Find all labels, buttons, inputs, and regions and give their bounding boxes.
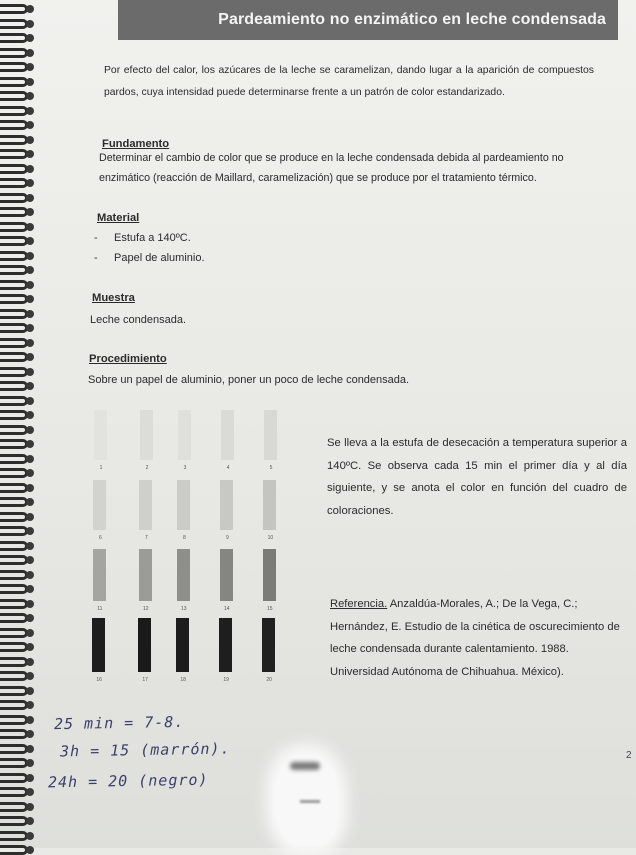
spiral-hole	[26, 484, 34, 492]
page-number: 2	[626, 750, 632, 761]
spiral-hole	[26, 266, 34, 274]
spiral-coil	[0, 816, 28, 826]
spiral-coil	[0, 512, 28, 522]
spiral-hole	[26, 730, 34, 738]
spiral-coil	[0, 526, 28, 536]
spiral-coil	[0, 77, 28, 87]
color-swatch	[93, 480, 106, 530]
list-item	[94, 228, 205, 248]
spiral-coil	[0, 831, 28, 841]
list-item	[94, 248, 205, 268]
spiral-hole	[26, 846, 34, 854]
color-swatch	[139, 549, 152, 601]
spiral-coil	[0, 135, 28, 145]
color-chart	[80, 405, 290, 690]
spiral-hole	[26, 397, 34, 405]
spiral-hole	[26, 629, 34, 637]
spiral-coil	[0, 410, 28, 420]
spiral-hole	[26, 411, 34, 419]
color-swatch	[92, 618, 105, 672]
reference	[330, 593, 630, 683]
fundamento-heading: Fundamento	[102, 138, 170, 150]
bullet-dash: -	[94, 252, 98, 264]
spiral-coil	[0, 193, 28, 203]
spiral-coil	[0, 744, 28, 754]
color-swatch	[139, 480, 152, 530]
color-swatch	[220, 480, 233, 530]
muestra-heading: Muestra	[92, 292, 135, 304]
color-swatch	[219, 618, 232, 672]
color-swatch	[140, 410, 153, 460]
spiral-coil	[0, 483, 28, 493]
spiral-hole	[26, 252, 34, 260]
page-title: Pardeamiento no enzimático en leche condensada	[118, 0, 618, 40]
spiral-coil	[0, 541, 28, 551]
spiral-coil	[0, 439, 28, 449]
spiral-hole	[26, 643, 34, 651]
spiral-hole	[26, 803, 34, 811]
spiral-hole	[26, 426, 34, 434]
spiral-coil	[0, 149, 28, 159]
color-swatch	[177, 480, 190, 530]
spiral-coil	[0, 120, 28, 130]
muestra-body: Leche condensada.	[90, 314, 187, 326]
spiral-coil	[0, 787, 28, 797]
spiral-hole	[26, 368, 34, 376]
spiral-coil	[0, 280, 28, 290]
color-swatch	[138, 618, 151, 672]
spiral-hole	[26, 571, 34, 579]
spiral-hole	[26, 150, 34, 158]
swatch-number: 17	[142, 677, 148, 683]
procedimiento-body: Sobre un papel de aluminio, poner un poco de leche condensada.	[88, 374, 410, 386]
spiral-coil	[0, 381, 28, 391]
color-swatch	[178, 410, 191, 460]
spiral-hole	[26, 281, 34, 289]
spiral-hole	[26, 513, 34, 521]
spiral-binding	[0, 0, 42, 848]
spiral-hole	[26, 701, 34, 709]
spiral-coil	[0, 802, 28, 812]
swatch-number: 10	[267, 535, 274, 541]
swatch-number: 1	[99, 465, 103, 471]
spiral-coil	[0, 294, 28, 304]
procedimiento-detail: Se lleva a la estufa de desecación a temperatura superior a 140ºC. Se observa cada 15 min el primer día y al día siguiente, y se anota el color en función del cuadro de coloraciones.	[327, 437, 627, 517]
spiral-coil	[0, 396, 28, 406]
spiral-coil	[0, 323, 28, 333]
spiral-hole	[26, 759, 34, 767]
swatch-number: 6	[99, 535, 102, 541]
spiral-coil	[0, 106, 28, 116]
spiral-coil	[0, 309, 28, 319]
spiral-coil	[0, 33, 28, 43]
spiral-coil	[0, 729, 28, 739]
spiral-hole	[26, 469, 34, 477]
redacted-area	[276, 754, 338, 846]
spiral-hole	[26, 194, 34, 202]
spiral-coil	[0, 758, 28, 768]
spiral-coil	[0, 715, 28, 725]
swatch-number: 2	[145, 465, 149, 471]
spiral-coil	[0, 570, 28, 580]
spiral-coil	[0, 700, 28, 710]
spiral-hole	[26, 208, 34, 216]
spiral-hole	[26, 136, 34, 144]
spiral-hole	[26, 455, 34, 463]
spiral-hole	[26, 382, 34, 390]
swatch-number: 3	[183, 465, 187, 471]
spiral-hole	[26, 5, 34, 13]
color-swatch	[93, 549, 106, 601]
spiral-coil	[0, 251, 28, 261]
spiral-hole	[26, 20, 34, 28]
swatch-number: 8	[183, 535, 186, 541]
material-item: Papel de aluminio.	[114, 252, 205, 264]
spiral-coil	[0, 584, 28, 594]
spiral-hole	[26, 237, 34, 245]
spiral-coil	[0, 845, 28, 855]
color-swatch	[264, 410, 277, 460]
spiral-hole	[26, 63, 34, 71]
swatch-number: 19	[223, 677, 229, 683]
color-swatch	[263, 480, 276, 530]
spiral-hole	[26, 788, 34, 796]
spiral-coil	[0, 425, 28, 435]
fundamento-body: Determinar el cambio de color que se produce en la leche condensada debida al pardeamiento no enzimático (reacción de Maillard, caramelización) que se produce por el tratamiento térmico.	[99, 152, 564, 184]
intro-paragraph: Por efecto del calor, los azúcares de la leche se caramelizan, dando lugar a la aparición de compuestos pardos, cuya intensidad puede determinarse frente a un patrón de color estandarizado.	[104, 65, 594, 98]
spiral-hole	[26, 165, 34, 173]
spiral-hole	[26, 817, 34, 825]
swatch-number: 18	[180, 677, 186, 683]
color-swatch	[94, 410, 107, 460]
spiral-hole	[26, 498, 34, 506]
spiral-coil	[0, 686, 28, 696]
reference-label: Referencia.	[330, 598, 388, 610]
swatch-number: 9	[226, 535, 229, 541]
spiral-coil	[0, 613, 28, 623]
spiral-coil	[0, 468, 28, 478]
swatch-number: 12	[143, 606, 149, 612]
spiral-coil	[0, 773, 28, 783]
spiral-hole	[26, 339, 34, 347]
spiral-coil	[0, 4, 28, 14]
spiral-coil	[0, 628, 28, 638]
spiral-coil	[0, 222, 28, 232]
spiral-hole	[26, 774, 34, 782]
swatch-number: 14	[224, 606, 230, 612]
material-heading: Material	[97, 212, 140, 224]
spiral-coil	[0, 497, 28, 507]
spiral-hole	[26, 34, 34, 42]
spiral-coil	[0, 178, 28, 188]
spiral-hole	[26, 78, 34, 86]
handwritten-note: 3h = 15 (marrón).	[59, 739, 231, 761]
spiral-coil	[0, 599, 28, 609]
spiral-coil	[0, 62, 28, 72]
spiral-hole	[26, 672, 34, 680]
spiral-hole	[26, 600, 34, 608]
spiral-hole	[26, 527, 34, 535]
spiral-hole	[26, 832, 34, 840]
spiral-coil	[0, 236, 28, 246]
color-swatch	[177, 549, 190, 601]
bullet-dash: -	[94, 232, 98, 244]
swatch-number: 16	[96, 677, 102, 683]
handwritten-note: 25 min = 7-8.	[53, 712, 185, 734]
spiral-hole	[26, 687, 34, 695]
spiral-hole	[26, 92, 34, 100]
material-list	[94, 228, 205, 268]
spiral-hole	[26, 353, 34, 361]
spiral-hole	[26, 295, 34, 303]
spiral-coil	[0, 454, 28, 464]
spiral-coil	[0, 367, 28, 377]
spiral-coil	[0, 91, 28, 101]
handwritten-note: 24h = 20 (negro)	[47, 770, 209, 792]
spiral-coil	[0, 265, 28, 275]
spiral-hole	[26, 556, 34, 564]
spiral-coil	[0, 48, 28, 58]
spiral-hole	[26, 614, 34, 622]
reference-text: Anzaldúa-Morales, A.; De la Vega, C.; Hernández, E. Estudio de la cinética de oscurecimiento de leche condensada durante calentamiento. 1988. Universidad Autónoma de Chihuahua. México).	[330, 598, 620, 678]
spiral-hole	[26, 542, 34, 550]
spiral-hole	[26, 440, 34, 448]
spiral-hole	[26, 585, 34, 593]
spiral-coil	[0, 352, 28, 362]
spiral-hole	[26, 179, 34, 187]
color-swatch	[176, 618, 189, 672]
spiral-hole	[26, 310, 34, 318]
color-swatch	[262, 618, 275, 672]
spiral-coil	[0, 207, 28, 217]
swatch-number: 13	[181, 606, 187, 612]
spiral-hole	[26, 107, 34, 115]
spiral-hole	[26, 745, 34, 753]
procedimiento-heading: Procedimiento	[89, 353, 167, 365]
spiral-coil	[0, 19, 28, 29]
swatch-number: 7	[145, 535, 148, 541]
swatch-number: 5	[269, 465, 273, 471]
color-swatch	[263, 549, 276, 601]
spiral-hole	[26, 716, 34, 724]
spiral-coil	[0, 642, 28, 652]
swatch-number: 15	[267, 606, 273, 612]
spiral-coil	[0, 671, 28, 681]
spiral-coil	[0, 338, 28, 348]
swatch-number: 4	[226, 465, 230, 471]
spiral-coil	[0, 555, 28, 565]
spiral-hole	[26, 658, 34, 666]
spiral-coil	[0, 164, 28, 174]
spiral-hole	[26, 121, 34, 129]
material-item: Estufa a 140ºC.	[114, 232, 191, 244]
swatch-number: 20	[266, 677, 272, 683]
spiral-hole	[26, 223, 34, 231]
spiral-hole	[26, 49, 34, 57]
color-swatch	[220, 549, 233, 601]
swatch-number: 11	[97, 606, 103, 612]
color-swatch	[221, 410, 234, 460]
spiral-coil	[0, 657, 28, 667]
spiral-hole	[26, 324, 34, 332]
